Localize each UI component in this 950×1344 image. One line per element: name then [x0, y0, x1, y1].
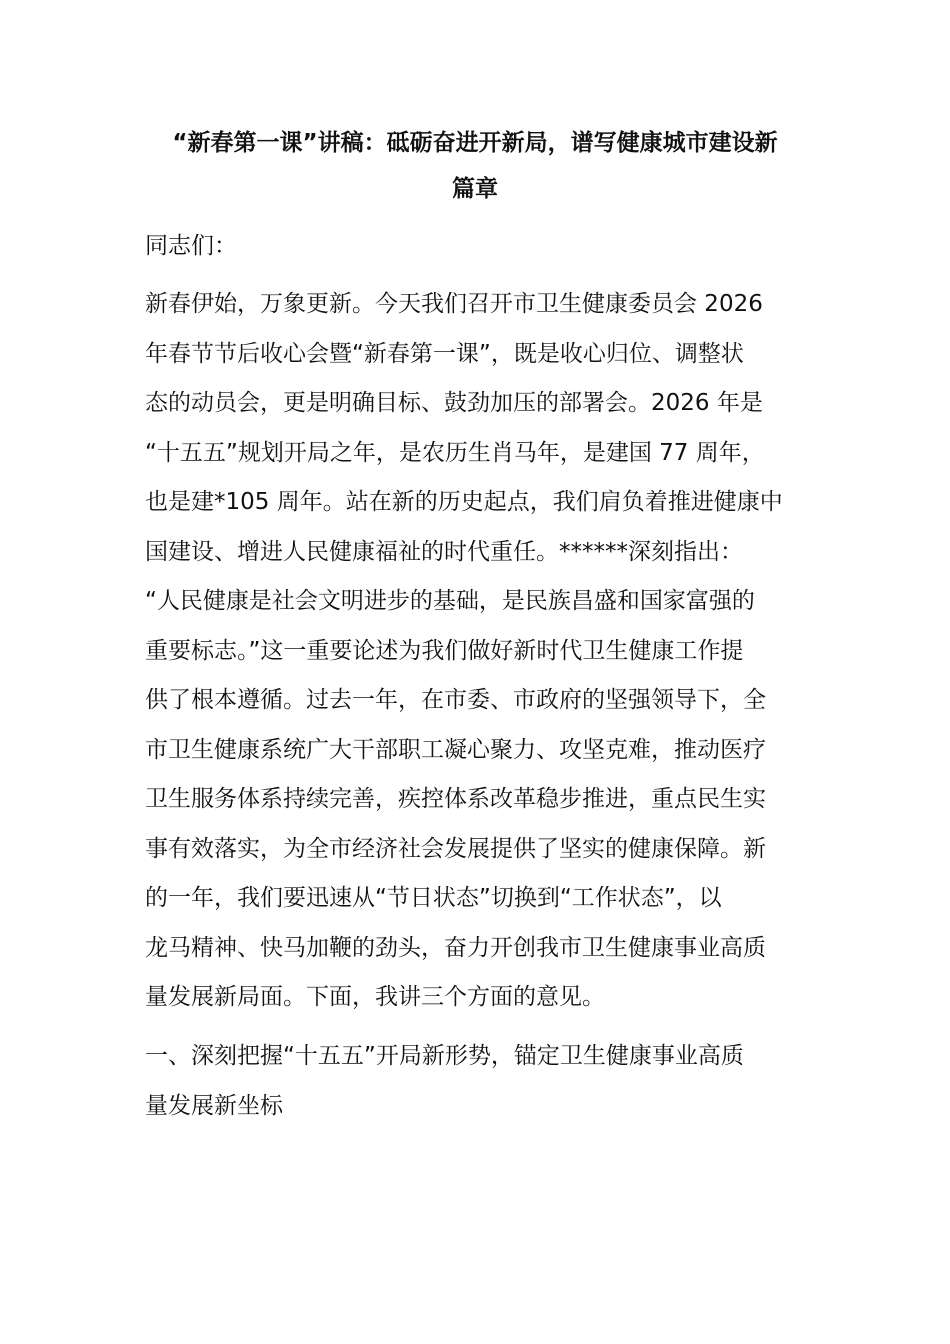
paragraph-line: 也是建*105 周年。站在新的历史起点，我们肩负着推进健康中 — [145, 489, 783, 515]
title-line: “新春第一课”讲稿：砥砺奋进开新局，谱写健康城市建设新 — [172, 130, 778, 156]
paragraph-line: 的一年，我们要迅速从“节日状态”切换到“工作状态”，以 — [145, 885, 722, 911]
paragraph-line: 事有效落实，为全市经济社会发展提供了坚实的健康保障。新 — [145, 835, 766, 862]
paragraph-line: 国建设、增进人民健康福祉的时代重任。******深刻指出： — [145, 538, 743, 565]
section-heading-line: 一、深刻把握“十五五”开局新形势，锚定卫生健康事业高质 — [145, 1043, 744, 1069]
paragraph-line: 供了根本遵循。过去一年，在市委、市政府的坚强领导下，全 — [145, 687, 766, 713]
section-heading — [145, 1032, 810, 1131]
paragraph-line: 龙马精神、快马加鞭的劲头，奋力开创我市卫生健康事业高质 — [145, 934, 766, 961]
paragraph-line: 卫生服务体系持续完善，疾控体系改革稳步推进，重点民生实 — [145, 786, 766, 812]
paragraph-line: 重要标志。”这一重要论述为我们做好新时代卫生健康工作提 — [145, 637, 744, 664]
title-line: 篇章 — [452, 176, 498, 202]
paragraph-line: “人民健康是社会文明进步的基础，是民族昌盛和国家富强的 — [145, 588, 755, 614]
greeting — [145, 222, 810, 272]
paragraph-line: 态的动员会，更是明确目标、鼓劲加压的部署会。2026 年是 — [145, 390, 763, 416]
paragraph-line: 年春节节后收心会暨“新春第一课”，既是收心归位、调整状 — [145, 340, 744, 367]
paragraph-line: 量发展新局面。下面，我讲三个方面的意见。 — [145, 984, 605, 1010]
section-heading-line: 量发展新坐标 — [145, 1092, 283, 1119]
document-title — [145, 120, 805, 212]
paragraph-line: 新春伊始，万象更新。今天我们召开市卫生健康委员会 2026 — [145, 291, 763, 317]
greeting-text: 同志们： — [145, 233, 237, 259]
paragraph-line: 市卫生健康系统广大干部职工凝心聚力、攻坚克难，推动医疗 — [145, 736, 766, 763]
intro-paragraph — [145, 280, 810, 1023]
paragraph-line: “十五五”规划开局之年，是农历生肖马年，是建国 77 周年， — [145, 439, 765, 466]
